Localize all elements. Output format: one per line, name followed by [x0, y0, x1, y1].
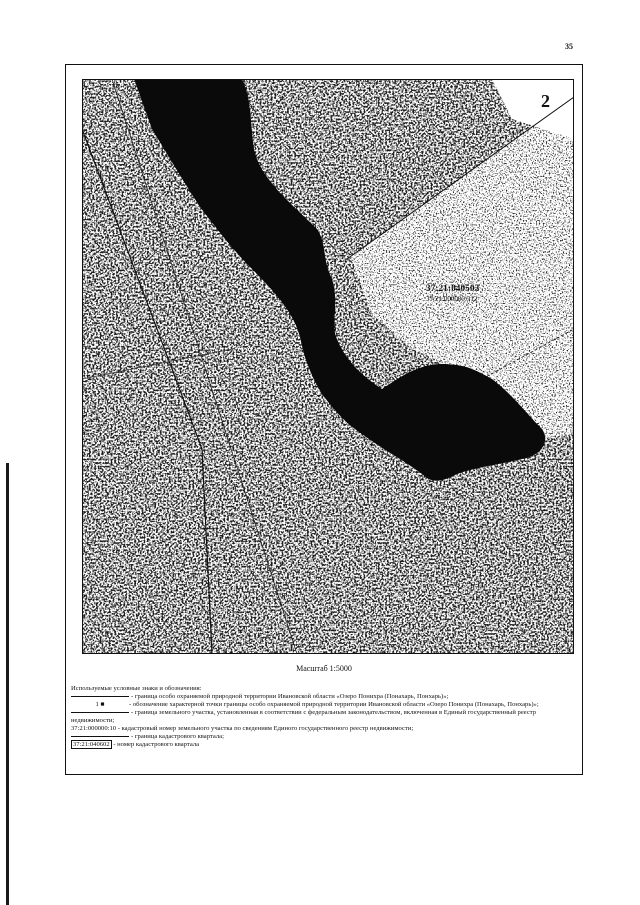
- binding-edge: [6, 463, 9, 905]
- legend-item-reserve-boundary: - граница особо охраняемой природной территории Ивановской области «Озеро Понихра (Понахарь, Понхарь)»;: [71, 693, 579, 701]
- legend-item-parcel-boundary: - граница земельного участка, установленная в соответствии с федеральным законодательством, включенная в Единый государственный реестр недвижимости;: [71, 709, 537, 724]
- point-symbol: 1 ■: [95, 701, 105, 708]
- aerial-map[interactable]: [82, 79, 574, 654]
- legend-title: Используемые условные знаки и обозначения:: [71, 685, 202, 692]
- cadastral-parcel-label: 37:21:000000:512: [426, 295, 478, 303]
- legend-item-quarter-boundary: - граница кадастрового квартала;: [71, 733, 579, 741]
- solid-line-symbol: [71, 712, 129, 713]
- map-canvas: [82, 79, 574, 654]
- parcel-number-symbol: 37:21:000000:10: [71, 725, 117, 732]
- quarter-number-symbol: 37:21:040602: [73, 741, 110, 748]
- map-scale: Масштаб 1:5000: [296, 664, 352, 673]
- boundary-point-label: 2: [541, 91, 550, 111]
- legend-item-quarter-number: 37:21:040602 - номер кадастрового квартала: [73, 741, 200, 748]
- legend-item-parcel-number: 37:21:000000:10 - кадастровый номер земельного участка по сведениям Единого государственного реестр недвижимости;: [71, 725, 414, 732]
- legend-item-boundary-point: 1 ■ - обозначение характерной точки границы особо охраняемой природной территории Ивановской области «Озеро Понихра (Понахарь, Понхарь)»;: [71, 701, 579, 709]
- legend: [71, 685, 579, 749]
- page-number: 35: [565, 42, 573, 51]
- cadastral-quarter-label: 37:21:040503: [426, 283, 480, 293]
- solid-line-symbol: [71, 736, 129, 737]
- solid-line-symbol: [71, 696, 129, 697]
